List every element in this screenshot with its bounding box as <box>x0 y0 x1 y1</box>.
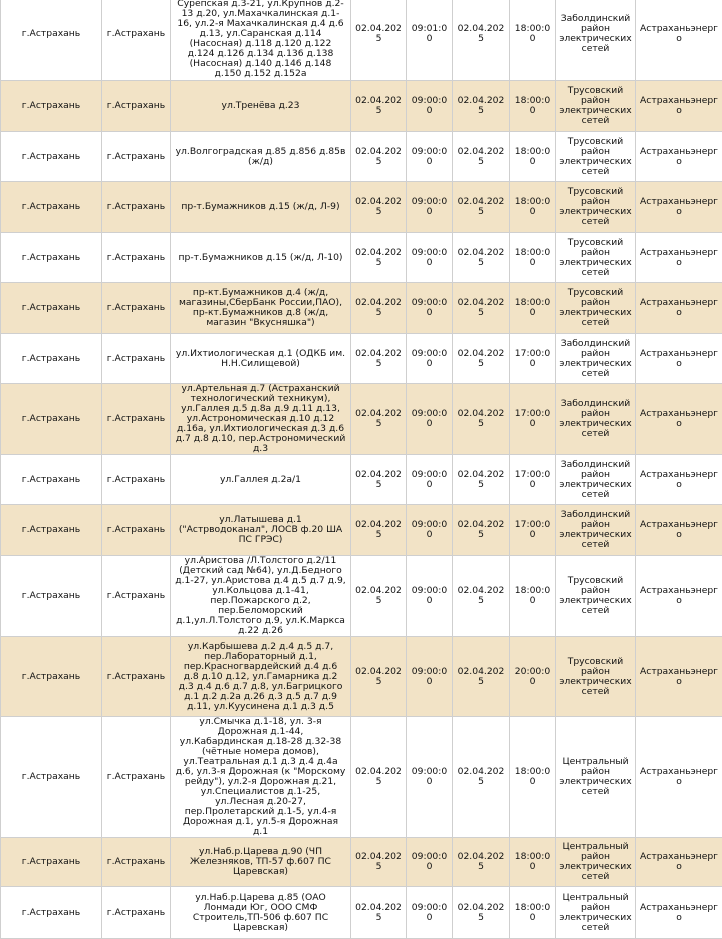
settlement-cell: г.Астрахань <box>102 556 171 637</box>
start-time-cell: 09:00:00 <box>407 132 453 182</box>
settlement-cell: г.Астрахань <box>102 81 171 132</box>
settlement-cell: г.Астрахань <box>102 637 171 717</box>
start-date-cell: 02.04.2025 <box>351 132 407 182</box>
city-cell: г.Астрахань <box>1 455 102 505</box>
address-cell: ул.Волгоградская д.85 д.856 д.85в (ж/д) <box>171 132 351 182</box>
end-time-cell: 18:00:00 <box>510 81 556 132</box>
district-cell: Трусовский район электрических сетей <box>556 132 636 182</box>
table-row <box>1 838 722 887</box>
end-time-cell: 17:00:00 <box>510 455 556 505</box>
start-date-cell: 02.04.2025 <box>351 0 407 81</box>
city-cell: г.Астрахань <box>1 505 102 556</box>
start-date-cell: 02.04.2025 <box>351 384 407 455</box>
end-time-cell: 18:00:00 <box>510 132 556 182</box>
table-row <box>1 334 722 384</box>
end-date-cell: 02.04.2025 <box>453 887 510 939</box>
end-time-cell: 18:00:00 <box>510 838 556 887</box>
settlement-cell: г.Астрахань <box>102 717 171 838</box>
company-cell: Астраханьэнерго <box>636 505 722 556</box>
start-date-cell: 02.04.2025 <box>351 637 407 717</box>
start-time-cell: 09:01:00 <box>407 0 453 81</box>
company-cell: Астраханьэнерго <box>636 887 722 939</box>
start-time-cell: 09:00:00 <box>407 887 453 939</box>
end-date-cell: 02.04.2025 <box>453 334 510 384</box>
city-cell: г.Астрахань <box>1 334 102 384</box>
end-date-cell: 02.04.2025 <box>453 556 510 637</box>
start-time-cell: 09:00:00 <box>407 233 453 283</box>
table-row <box>1 81 722 132</box>
company-cell: Астраханьэнерго <box>636 637 722 717</box>
settlement-cell: г.Астрахань <box>102 838 171 887</box>
address-cell: ул.Карбышева д.2 д.4 д.5 д.7, пер.Лабораторный д.1, пер.Красногвардейский д.4 д.6 д.8 д.10 д.12, ул.Гамарника д.2 д.3 д.4 д.6 д.7 д.8, ул.Багрицкого д.1 д.2 д.2а д.26 д.3 д.5 д.7 д.9 д.11, ул.Куусинена д.1 д.3 д.5 <box>171 637 351 717</box>
start-time-cell: 09:00:00 <box>407 556 453 637</box>
start-date-cell: 02.04.2025 <box>351 556 407 637</box>
city-cell: г.Астрахань <box>1 838 102 887</box>
end-date-cell: 02.04.2025 <box>453 717 510 838</box>
start-date-cell: 02.04.2025 <box>351 455 407 505</box>
start-time-cell: 09:00:00 <box>407 455 453 505</box>
start-time-cell: 09:00:00 <box>407 334 453 384</box>
district-cell: Заболдинский район электрических сетей <box>556 505 636 556</box>
end-date-cell: 02.04.2025 <box>453 132 510 182</box>
start-time-cell: 09:00:00 <box>407 838 453 887</box>
start-time-cell: 09:00:00 <box>407 637 453 717</box>
table-row <box>1 887 722 939</box>
start-time-cell: 09:00:00 <box>407 384 453 455</box>
company-cell: Астраханьэнерго <box>636 838 722 887</box>
start-date-cell: 02.04.2025 <box>351 838 407 887</box>
address-cell: ул.Артельная д.7 (Астраханский технологический техникум), ул.Галлея д.5 д.8а д.9 д.11 д.13, ул.Астрономическая д.10 д.12 д.16а, ул.Ихтиологическая д.3 д.6 д.7 д.8 д.10, пер.Астрономический д.3 <box>171 384 351 455</box>
end-time-cell: 17:00:00 <box>510 505 556 556</box>
table-row <box>1 384 722 455</box>
company-cell: Астраханьэнерго <box>636 334 722 384</box>
company-cell: Астраханьэнерго <box>636 81 722 132</box>
end-time-cell: 18:00:00 <box>510 556 556 637</box>
company-cell: Астраханьэнерго <box>636 233 722 283</box>
end-time-cell: 18:00:00 <box>510 283 556 334</box>
address-cell: пр-т.Бумажников д.15 (ж/д, Л-10) <box>171 233 351 283</box>
table-row <box>1 455 722 505</box>
address-cell: ул.Латышева д.1 ("Астрводоканал", ЛОСВ ф.20 ША ПС ГРЭС) <box>171 505 351 556</box>
table-row <box>1 182 722 233</box>
company-cell: Астраханьэнерго <box>636 717 722 838</box>
city-cell: г.Астрахань <box>1 384 102 455</box>
table-row <box>1 132 722 182</box>
city-cell: г.Астрахань <box>1 887 102 939</box>
address-cell: пр-т.Бумажников д.15 (ж/д, Л-9) <box>171 182 351 233</box>
start-date-cell: 02.04.2025 <box>351 887 407 939</box>
city-cell: г.Астрахань <box>1 81 102 132</box>
end-time-cell: 17:00:00 <box>510 334 556 384</box>
start-date-cell: 02.04.2025 <box>351 717 407 838</box>
end-date-cell: 02.04.2025 <box>453 637 510 717</box>
end-time-cell: 18:00:00 <box>510 233 556 283</box>
start-date-cell: 02.04.2025 <box>351 233 407 283</box>
table-row <box>1 717 722 838</box>
start-date-cell: 02.04.2025 <box>351 81 407 132</box>
district-cell: Трусовский район электрических сетей <box>556 182 636 233</box>
end-date-cell: 02.04.2025 <box>453 233 510 283</box>
table-row <box>1 637 722 717</box>
company-cell: Астраханьэнерго <box>636 182 722 233</box>
address-cell: ул.Ихтиологическая д.1 (ОДКБ им. Н.Н.Силищевой) <box>171 334 351 384</box>
start-date-cell: 02.04.2025 <box>351 182 407 233</box>
company-cell: Астраханьэнерго <box>636 556 722 637</box>
end-time-cell: 18:00:00 <box>510 0 556 81</box>
settlement-cell: г.Астрахань <box>102 283 171 334</box>
district-cell: Трусовский район электрических сетей <box>556 233 636 283</box>
start-time-cell: 09:00:00 <box>407 283 453 334</box>
start-date-cell: 02.04.2025 <box>351 505 407 556</box>
end-time-cell: 18:00:00 <box>510 717 556 838</box>
settlement-cell: г.Астрахань <box>102 0 171 81</box>
settlement-cell: г.Астрахань <box>102 334 171 384</box>
settlement-cell: г.Астрахань <box>102 233 171 283</box>
address-cell: ул.Наб.р.Царева д.85 (ОАО Лонмади Юг, ООО СМФ Строитель,ТП-506 ф.607 ПС Царевская) <box>171 887 351 939</box>
address-cell: ул.Тренёва д.23 <box>171 81 351 132</box>
city-cell: г.Астрахань <box>1 637 102 717</box>
city-cell: г.Астрахань <box>1 717 102 838</box>
company-cell: Астраханьэнерго <box>636 0 722 81</box>
end-date-cell: 02.04.2025 <box>453 838 510 887</box>
table-row <box>1 283 722 334</box>
address-cell: Сурепская д.3-21, ул.Крупнов д.2-13 д.20, ул.Махачкалинская д.1-16, ул.2-я Махачкалинская д.4 д.6 д.13, ул.Саранская д.114 (Насосная) д.118 д.120 д.122 д.124 д.126 д.134 д.136 д.138 (Насосная) д.140 д.146 д.148 д.150 д.152 д.152а <box>171 0 351 81</box>
end-time-cell: 20:00:00 <box>510 637 556 717</box>
city-cell: г.Астрахань <box>1 556 102 637</box>
city-cell: г.Астрахань <box>1 182 102 233</box>
table-row <box>1 233 722 283</box>
end-time-cell: 18:00:00 <box>510 887 556 939</box>
district-cell: Центральный район электрических сетей <box>556 838 636 887</box>
city-cell: г.Астрахань <box>1 0 102 81</box>
end-time-cell: 18:00:00 <box>510 182 556 233</box>
start-date-cell: 02.04.2025 <box>351 283 407 334</box>
district-cell: Заболдинский район электрических сетей <box>556 384 636 455</box>
district-cell: Заболдинский район электрических сетей <box>556 0 636 81</box>
start-time-cell: 09:00:00 <box>407 505 453 556</box>
start-time-cell: 09:00:00 <box>407 182 453 233</box>
company-cell: Астраханьэнерго <box>636 132 722 182</box>
address-cell: пр-кт.Бумажников д.4 (ж/д, магазины,СберБанк России,ПАО), пр-кт.Бумажников д.8 (ж/д, магазин "Вкусняшка") <box>171 283 351 334</box>
settlement-cell: г.Астрахань <box>102 455 171 505</box>
city-cell: г.Астрахань <box>1 132 102 182</box>
district-cell: Центральный район электрических сетей <box>556 887 636 939</box>
end-date-cell: 02.04.2025 <box>453 505 510 556</box>
end-date-cell: 02.04.2025 <box>453 283 510 334</box>
end-time-cell: 17:00:00 <box>510 384 556 455</box>
table-row <box>1 556 722 637</box>
end-date-cell: 02.04.2025 <box>453 384 510 455</box>
settlement-cell: г.Астрахань <box>102 132 171 182</box>
end-date-cell: 02.04.2025 <box>453 455 510 505</box>
start-time-cell: 09:00:00 <box>407 81 453 132</box>
company-cell: Астраханьэнерго <box>636 455 722 505</box>
address-cell: ул.Галлея д.2а/1 <box>171 455 351 505</box>
district-cell: Центральный район электрических сетей <box>556 717 636 838</box>
table-row <box>1 505 722 556</box>
address-cell: ул.Аристова /Л.Толстого д.2/11 (Детский сад №64), ул.Д.Бедного д.1-27, ул.Аристова д.4 д.5 д.7 д.9, ул.Кольцова д.1-41, пер.Пожарского д.2, пер.Беломорский д.1,ул.Л.Толстого д.9, ул.К.Маркса д.22 д.26 <box>171 556 351 637</box>
district-cell: Заболдинский район электрических сетей <box>556 455 636 505</box>
city-cell: г.Астрахань <box>1 233 102 283</box>
start-time-cell: 09:00:00 <box>407 717 453 838</box>
settlement-cell: г.Астрахань <box>102 887 171 939</box>
start-date-cell: 02.04.2025 <box>351 334 407 384</box>
district-cell: Трусовский район электрических сетей <box>556 283 636 334</box>
district-cell: Трусовский район электрических сетей <box>556 81 636 132</box>
company-cell: Астраханьэнерго <box>636 283 722 334</box>
district-cell: Трусовский район электрических сетей <box>556 637 636 717</box>
end-date-cell: 02.04.2025 <box>453 0 510 81</box>
end-date-cell: 02.04.2025 <box>453 81 510 132</box>
district-cell: Трусовский район электрических сетей <box>556 556 636 637</box>
settlement-cell: г.Астрахань <box>102 384 171 455</box>
address-cell: ул.Наб.р.Царева д.90 (ЧП Железняков, ТП-57 ф.607 ПС Царевская) <box>171 838 351 887</box>
district-cell: Заболдинский район электрических сетей <box>556 334 636 384</box>
end-date-cell: 02.04.2025 <box>453 182 510 233</box>
settlement-cell: г.Астрахань <box>102 182 171 233</box>
company-cell: Астраханьэнерго <box>636 384 722 455</box>
address-cell: ул.Смычка д.1-18, ул. 3-я Дорожная д.1-44, ул.Кабардинская д.18-28 д.32-38 (чётные номера домов), ул.Театральная д.1 д.3 д.4 д.4а д.6, ул.3-я Дорожная (к "Морскому рейду"), ул.2-я Дорожная д.21, ул.Специалистов д.1-25, ул.Лесная д.20-27, пер.Пролетарский д.1-5, ул.4-я Дорожная д.1, ул.5-я Дорожная д.1 <box>171 717 351 838</box>
settlement-cell: г.Астрахань <box>102 505 171 556</box>
city-cell: г.Астрахань <box>1 283 102 334</box>
table-row <box>1 0 722 81</box>
